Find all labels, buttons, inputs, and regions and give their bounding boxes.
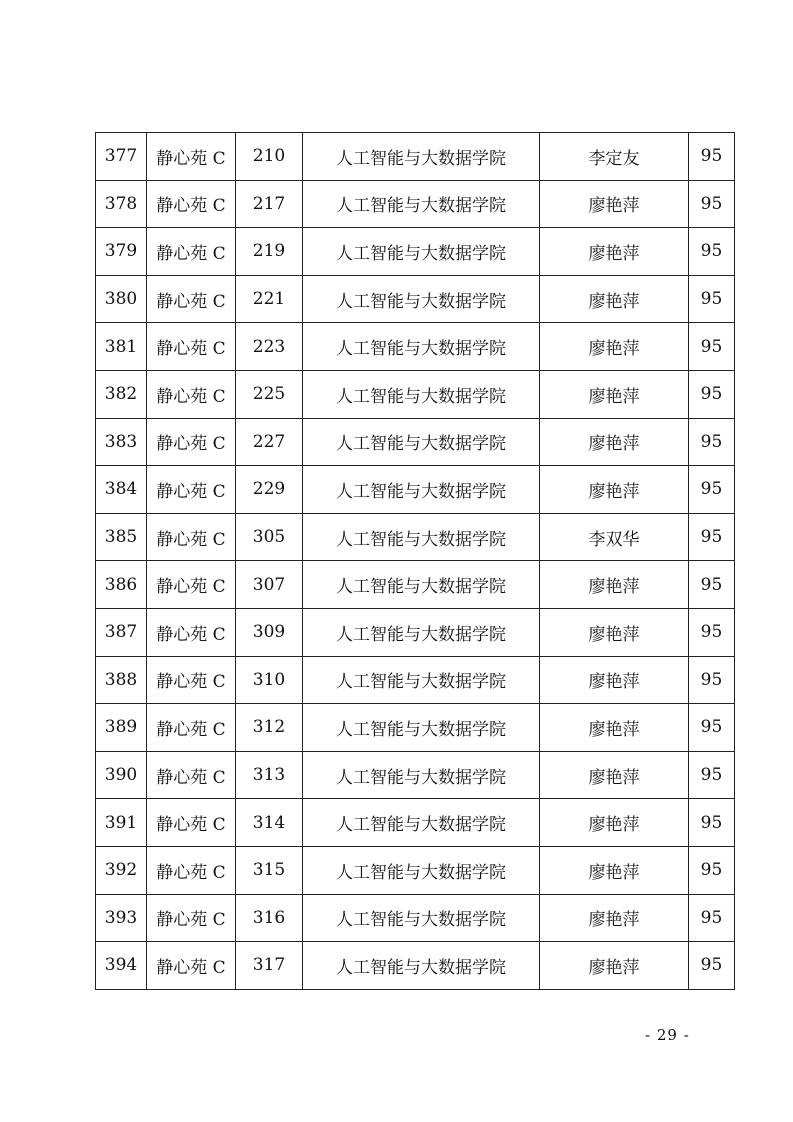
college-cell: 人工智能与大数据学院 — [303, 608, 540, 656]
score-cell: 95 — [689, 323, 735, 371]
person-cell: 廖艳萍 — [540, 370, 689, 418]
person-cell: 廖艳萍 — [540, 608, 689, 656]
college-cell: 人工智能与大数据学院 — [303, 513, 540, 561]
table-row — [96, 370, 735, 418]
row-number-cell: 390 — [96, 751, 147, 799]
score-cell: 95 — [689, 370, 735, 418]
score-cell: 95 — [689, 561, 735, 609]
table-row — [96, 799, 735, 847]
dormitory-table — [95, 132, 735, 990]
table-row — [96, 751, 735, 799]
score-cell: 95 — [689, 180, 735, 228]
table-row — [96, 942, 735, 990]
building-cell: 静心苑 C — [147, 751, 236, 799]
row-number-cell: 392 — [96, 846, 147, 894]
building-cell: 静心苑 C — [147, 656, 236, 704]
building-cell: 静心苑 C — [147, 608, 236, 656]
building-cell: 静心苑 C — [147, 846, 236, 894]
building-cell: 静心苑 C — [147, 323, 236, 371]
room-cell: 219 — [236, 228, 303, 276]
row-number-cell: 380 — [96, 275, 147, 323]
row-number-cell: 391 — [96, 799, 147, 847]
score-cell: 95 — [689, 942, 735, 990]
score-cell: 95 — [689, 133, 735, 181]
building-cell: 静心苑 C — [147, 228, 236, 276]
college-cell: 人工智能与大数据学院 — [303, 418, 540, 466]
room-cell: 310 — [236, 656, 303, 704]
college-cell: 人工智能与大数据学院 — [303, 704, 540, 752]
room-cell: 225 — [236, 370, 303, 418]
row-number-cell: 386 — [96, 561, 147, 609]
room-cell: 313 — [236, 751, 303, 799]
person-cell: 廖艳萍 — [540, 704, 689, 752]
score-cell: 95 — [689, 275, 735, 323]
row-number-cell: 388 — [96, 656, 147, 704]
person-cell: 廖艳萍 — [540, 942, 689, 990]
score-cell: 95 — [689, 846, 735, 894]
score-cell: 95 — [689, 751, 735, 799]
row-number-cell: 382 — [96, 370, 147, 418]
building-cell: 静心苑 C — [147, 133, 236, 181]
room-cell: 316 — [236, 894, 303, 942]
building-cell: 静心苑 C — [147, 466, 236, 514]
person-cell: 李定友 — [540, 133, 689, 181]
room-cell: 309 — [236, 608, 303, 656]
table-body — [96, 133, 735, 990]
score-cell: 95 — [689, 228, 735, 276]
college-cell: 人工智能与大数据学院 — [303, 370, 540, 418]
person-cell: 廖艳萍 — [540, 323, 689, 371]
building-cell: 静心苑 C — [147, 418, 236, 466]
table-row — [96, 323, 735, 371]
college-cell: 人工智能与大数据学院 — [303, 846, 540, 894]
college-cell: 人工智能与大数据学院 — [303, 133, 540, 181]
building-cell: 静心苑 C — [147, 370, 236, 418]
person-cell: 廖艳萍 — [540, 180, 689, 228]
room-cell: 312 — [236, 704, 303, 752]
row-number-cell: 377 — [96, 133, 147, 181]
room-cell: 314 — [236, 799, 303, 847]
room-cell: 317 — [236, 942, 303, 990]
row-number-cell: 384 — [96, 466, 147, 514]
score-cell: 95 — [689, 608, 735, 656]
person-cell: 廖艳萍 — [540, 228, 689, 276]
table-row — [96, 180, 735, 228]
score-cell: 95 — [689, 704, 735, 752]
score-cell: 95 — [689, 656, 735, 704]
college-cell: 人工智能与大数据学院 — [303, 799, 540, 847]
row-number-cell: 394 — [96, 942, 147, 990]
college-cell: 人工智能与大数据学院 — [303, 466, 540, 514]
score-cell: 95 — [689, 799, 735, 847]
table-row — [96, 704, 735, 752]
table-row — [96, 133, 735, 181]
room-cell: 210 — [236, 133, 303, 181]
person-cell: 廖艳萍 — [540, 751, 689, 799]
college-cell: 人工智能与大数据学院 — [303, 323, 540, 371]
person-cell: 廖艳萍 — [540, 846, 689, 894]
building-cell: 静心苑 C — [147, 704, 236, 752]
row-number-cell: 379 — [96, 228, 147, 276]
room-cell: 229 — [236, 466, 303, 514]
table-row — [96, 418, 735, 466]
table-row — [96, 656, 735, 704]
page-number: - 29 - — [645, 1026, 690, 1044]
score-cell: 95 — [689, 466, 735, 514]
room-cell: 223 — [236, 323, 303, 371]
person-cell: 廖艳萍 — [540, 418, 689, 466]
row-number-cell: 393 — [96, 894, 147, 942]
person-cell: 廖艳萍 — [540, 275, 689, 323]
room-cell: 221 — [236, 275, 303, 323]
score-cell: 95 — [689, 513, 735, 561]
row-number-cell: 385 — [96, 513, 147, 561]
college-cell: 人工智能与大数据学院 — [303, 228, 540, 276]
room-cell: 227 — [236, 418, 303, 466]
room-cell: 307 — [236, 561, 303, 609]
row-number-cell: 389 — [96, 704, 147, 752]
row-number-cell: 387 — [96, 608, 147, 656]
row-number-cell: 381 — [96, 323, 147, 371]
building-cell: 静心苑 C — [147, 513, 236, 561]
row-number-cell: 383 — [96, 418, 147, 466]
college-cell: 人工智能与大数据学院 — [303, 561, 540, 609]
table-row — [96, 894, 735, 942]
room-cell: 315 — [236, 846, 303, 894]
row-number-cell: 378 — [96, 180, 147, 228]
college-cell: 人工智能与大数据学院 — [303, 894, 540, 942]
room-cell: 305 — [236, 513, 303, 561]
college-cell: 人工智能与大数据学院 — [303, 180, 540, 228]
table-row — [96, 228, 735, 276]
room-cell: 217 — [236, 180, 303, 228]
table-row — [96, 846, 735, 894]
building-cell: 静心苑 C — [147, 180, 236, 228]
person-cell: 李双华 — [540, 513, 689, 561]
table-row — [96, 513, 735, 561]
score-cell: 95 — [689, 894, 735, 942]
college-cell: 人工智能与大数据学院 — [303, 751, 540, 799]
building-cell: 静心苑 C — [147, 799, 236, 847]
building-cell: 静心苑 C — [147, 894, 236, 942]
person-cell: 廖艳萍 — [540, 466, 689, 514]
score-cell: 95 — [689, 418, 735, 466]
building-cell: 静心苑 C — [147, 561, 236, 609]
person-cell: 廖艳萍 — [540, 561, 689, 609]
building-cell: 静心苑 C — [147, 942, 236, 990]
building-cell: 静心苑 C — [147, 275, 236, 323]
college-cell: 人工智能与大数据学院 — [303, 942, 540, 990]
college-cell: 人工智能与大数据学院 — [303, 656, 540, 704]
person-cell: 廖艳萍 — [540, 799, 689, 847]
table-row — [96, 608, 735, 656]
college-cell: 人工智能与大数据学院 — [303, 275, 540, 323]
person-cell: 廖艳萍 — [540, 894, 689, 942]
person-cell: 廖艳萍 — [540, 656, 689, 704]
table-row — [96, 466, 735, 514]
table-row — [96, 275, 735, 323]
table-row — [96, 561, 735, 609]
